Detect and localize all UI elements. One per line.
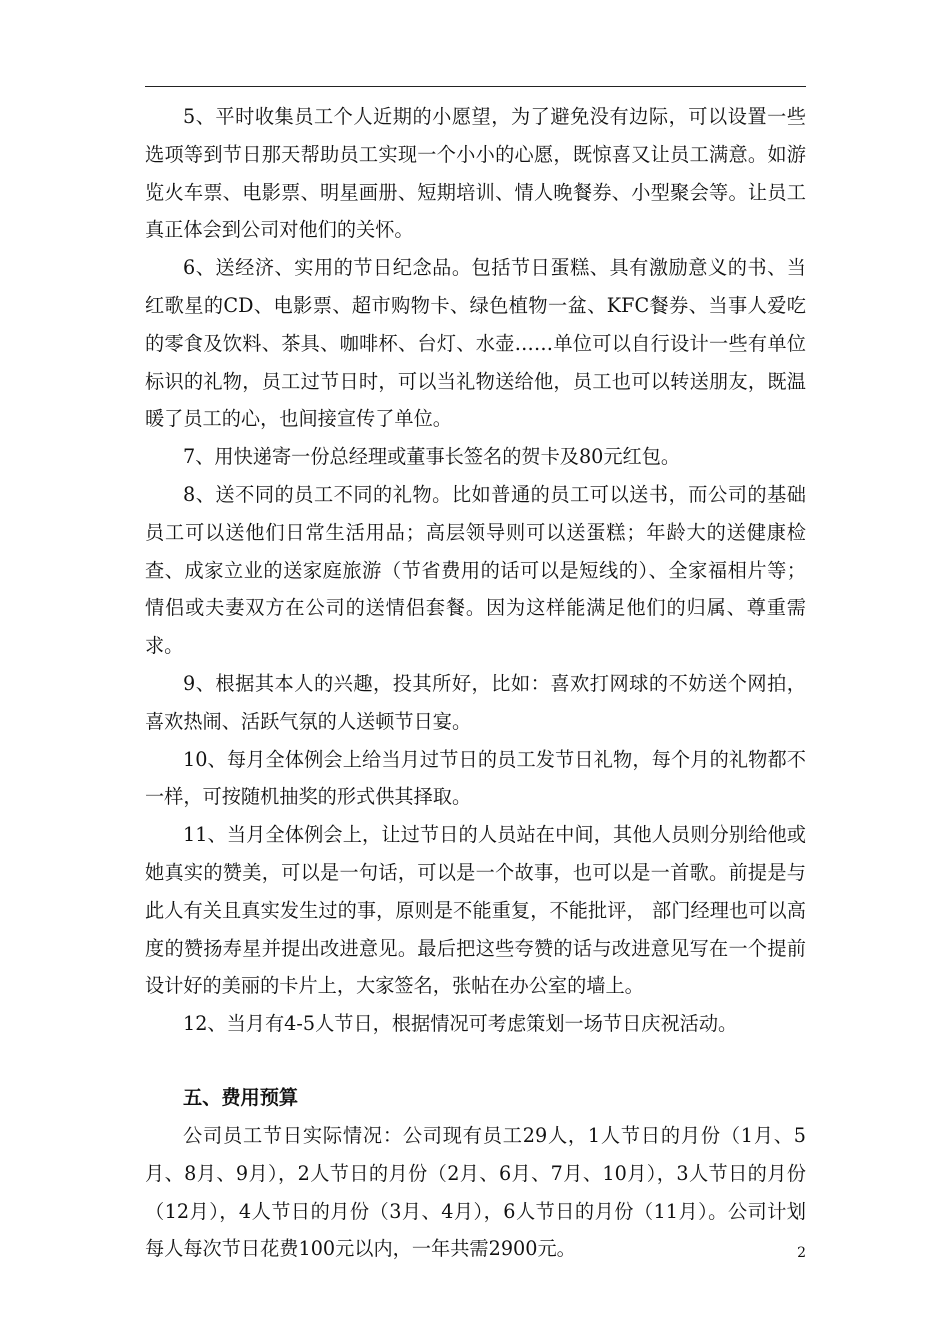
budget-paragraph: 公司员工节日实际情况：公司现有员工29人，1人节日的月份（1月、5月、8月、9月），2人节日的月份（2月、6月、7月、10月），3人节日的月份（12月），4人节日的月份（3月、4月），6人节日的月份（11月）。公司计划每人每次节日花费100元以内，一年共需2900元。 [145,1123,806,1261]
section-gap [145,1043,806,1079]
item-10: 10、每月全体例会上给当月过节日的员工发节日礼物，每个月的礼物都不一样，可按随机抽奖的形式供其择取。 [145,747,806,809]
item-6: 6、送经济、实用的节日纪念品。包括节日蛋糕、具有激励意义的书、当红歌星的CD、电影票、超市购物卡、绿色植物一盆、KFC餐券、当事人爱吃的零食及饮料、茶具、咖啡杯、台灯、水壶……单位可以自行设计一些有单位标识的礼物，员工过节日时，可以当礼物送给他，员工也可以转送朋友，既温暖了员工的心，也间接宣传了单位。 [145,256,806,431]
section-heading: 五、费用预算 [183,1085,299,1109]
item-7: 7、用快递寄一份总经理或董事长签名的贺卡及80元红包。 [183,445,681,469]
header-rule [145,86,806,87]
item-8: 8、送不同的员工不同的礼物。比如普通的员工可以送书，而公司的基础员工可以送他们日常生活用品；高层领导则可以送蛋糕；年龄大的送健康检查、成家立业的送家庭旅游（节省费用的话可以是短线的）、全家福相片等；情侣或夫妻双方在公司的送情侣套餐。因为这样能满足他们的归属、尊重需求。 [145,482,806,658]
item-5: 5、平时收集员工个人近期的小愿望，为了避免没有边际，可以设置一些选项等到节日那天帮助员工实现一个小小的心愿，既惊喜又让员工满意。如游览火车票、电影票、明星画册、短期培训、情人晚餐券、小型聚会等。让员工真正体会到公司对他们的关怀。 [145,105,806,242]
page-number: 2 [797,1245,806,1261]
item-9: 9、根据其本人的兴趣，投其所好，比如：喜欢打网球的不妨送个网拍，喜欢热闹、活跃气氛的人送顿节日宴。 [145,671,806,733]
document-body [145,98,806,1268]
item-12: 12、当月有4-5人节日，根据情况可考虑策划一场节日庆祝活动。 [183,1012,738,1036]
item-11: 11、当月全体例会上，让过节日的人员站在中间，其他人员则分别给他或她真实的赞美，可以是一句话，可以是一个故事，也可以是一首歌。前提是与此人有关且真实发生过的事，原则是不能重复，不能批评， 部门经理也可以高度的赞扬寿星并提出改进意见。最后把这些夸赞的话与改进意见写在一个提前设计好的美丽的卡片上，大家签名，张帖在办公室的墙上。 [145,823,806,998]
